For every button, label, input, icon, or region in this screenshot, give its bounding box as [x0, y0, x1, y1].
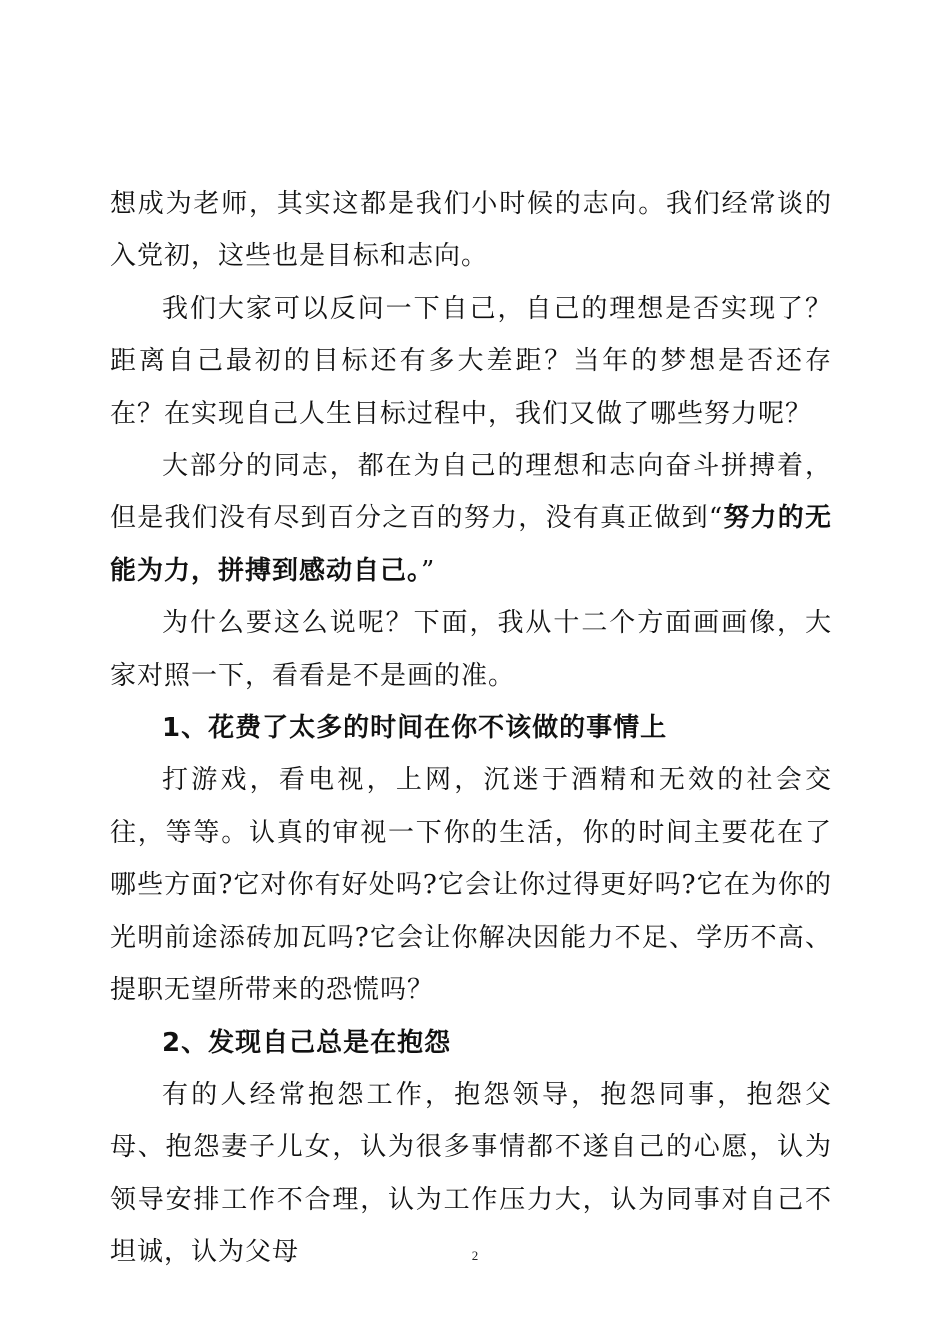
page-number: 2	[471, 1248, 479, 1263]
emphasis-quote: 努力的无能为力，拼搏到感动自己。	[110, 503, 832, 586]
section-heading-2: 2、发现自己总是在抱怨	[162, 1027, 452, 1058]
paragraph-intro-twelve-aspects: 为什么要这么说呢？下面，我从十二个方面画画像，大家对照一下，看看是不是画的准。	[110, 608, 832, 691]
section-heading-1: 1、花费了太多的时间在你不该做的事情上	[162, 713, 668, 744]
paragraph-time-wasting: 打游戏，看电视，上网，沉迷于酒精和无效的社会交往，等等。认真的审视一下你的生活，你的时间主要花在了哪些方面?它对你有好处吗?它会让你过得更好吗?它在为你的光明前途添砖加瓦吗?它会让你解决因能力不足、学历不高、提职无望所带来的恐慌吗？	[110, 765, 832, 1006]
paragraph-complaining: 有的人经常抱怨工作，抱怨领导，抱怨同事，抱怨父母、抱怨妻子儿女，认为很多事情都不遂自己的心愿，认为领导安排工作不合理，认为工作压力大，认为同事对自己不坦诚，认为父母	[110, 1079, 832, 1268]
closing-quote-mark: ”	[421, 555, 436, 586]
paragraph-striving-text: 大部分的同志，都在为自己的理想和志向奋斗拼搏着，但是我们没有尽到百分之百的努力，没有真正做到“	[110, 451, 832, 534]
paragraph-continuation: 想成为老师，其实这都是我们小时候的志向。我们经常谈的入党初，这些也是目标和志向。	[110, 189, 832, 272]
paragraph-self-reflection: 我们大家可以反问一下自己，自己的理想是否实现了？距离自己最初的目标还有多大差距？当年的梦想是否还存在？在实现自己人生目标过程中，我们又做了哪些努力呢？	[110, 293, 832, 429]
document-body	[110, 178, 832, 1279]
paragraph-striving	[110, 440, 832, 597]
